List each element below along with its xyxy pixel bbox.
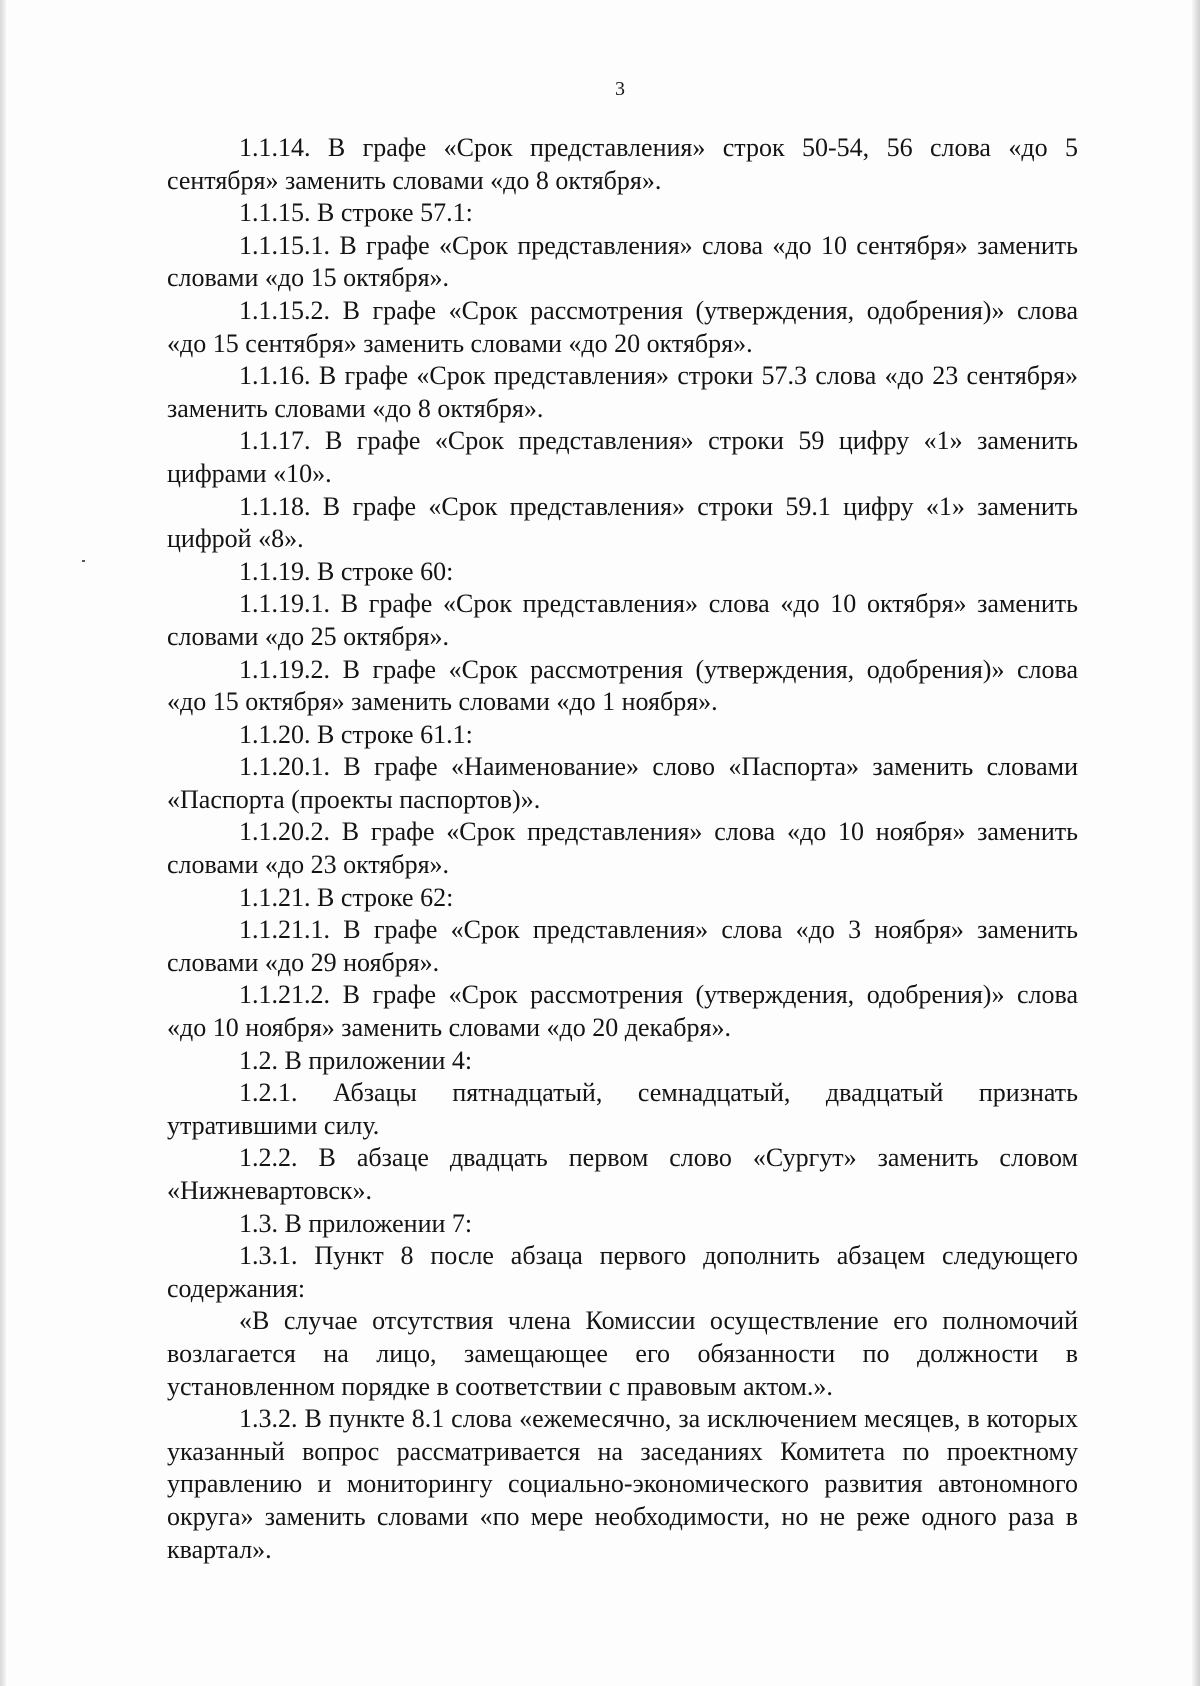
paragraph-1-3-1: 1.3.1. Пункт 8 после абзаца первого дополнить абзацем следующего содержания: bbox=[167, 1241, 1078, 1303]
scan-edge-left bbox=[0, 0, 6, 1686]
document-body bbox=[167, 132, 1078, 1566]
paragraph-1-2-1: 1.2.1. Абзацы пятнадцатый, семнадцатый, двадцатый признать утратившими силу. bbox=[167, 1078, 1078, 1140]
paragraph-1-3: 1.3. В приложении 7: bbox=[239, 1208, 473, 1238]
paragraph-1-1-21: 1.1.21. В строке 62: bbox=[239, 882, 454, 912]
paragraph-1-1-19-2: 1.1.19.2. В графе «Срок рассмотрения (утверждения, одобрения)» слова «до 15 октября» заменить словами «до 1 ноября». bbox=[167, 654, 1078, 717]
paragraph-1-1-15-2: 1.1.15.2. В графе «Срок рассмотрения (утверждения, одобрения)» слова «до 15 сентября» заменить словами «до 20 октября». bbox=[167, 295, 1078, 358]
paragraph-1-1-14: 1.1.14. В графе «Срок представления» строк 50-54, 56 слова «до 5 сентября» заменить словами «до 8 октября». bbox=[167, 133, 1078, 195]
paragraph-1-1-15-1: 1.1.15.1. В графе «Срок представления» слова «до 10 сентября» заменить словами «до 15 октября». bbox=[167, 230, 1078, 293]
paragraph-1-1-16: 1.1.16. В графе «Срок представления» строки 57.3 слова «до 23 сентября» заменить словами «до 8 октября». bbox=[167, 361, 1078, 423]
paragraph-1-1-19-1: 1.1.19.1. В графе «Срок представления» слова «до 10 октября» заменить словами «до 25 октября». bbox=[167, 589, 1078, 651]
paragraph-1-1-20-2: 1.1.20.2. В графе «Срок представления» слова «до 10 ноября» заменить словами «до 23 октября». bbox=[167, 817, 1078, 880]
paragraph-1-1-20-1: 1.1.20.1. В графе «Наименование» слово «Паспорта» заменить словами «Паспорта (проекты паспортов)». bbox=[167, 752, 1078, 814]
paragraph-1-1-18: 1.1.18. В графе «Срок представления» строки 59.1 цифру «1» заменить цифрой «8». bbox=[167, 491, 1078, 554]
scan-speck bbox=[82, 560, 85, 562]
paragraph-1-1-19: 1.1.19. В строке 60: bbox=[239, 556, 454, 586]
paragraph-1-3-2: 1.3.2. В пункте 8.1 слова «ежемесячно, за исключением месяцев, в которых указанный вопрос рассматривается на заседаниях Комитета по проектному управлению и мониторингу социально-экономического развития автономного округа» заменить словами «по мере необходимости, но не реже одного раза в квартал». bbox=[167, 1404, 1078, 1564]
paragraph-1-2: 1.2. В приложении 4: bbox=[239, 1045, 473, 1075]
paragraph-1-2-2: 1.2.2. В абзаце двадцать первом слово «Сургут» заменить словом «Нижневартовск». bbox=[167, 1143, 1078, 1205]
scan-edge-right bbox=[1192, 0, 1200, 1686]
page-number: 3 bbox=[615, 78, 625, 100]
paragraph-1-1-15: 1.1.15. В строке 57.1: bbox=[239, 198, 473, 228]
paragraph-1-1-17: 1.1.17. В графе «Срок представления» строки 59 цифру «1» заменить цифрами «10». bbox=[167, 426, 1078, 488]
paragraph-1-1-20: 1.1.20. В строке 61.1: bbox=[239, 719, 473, 749]
paragraph-1-1-21-1: 1.1.21.1. В графе «Срок представления» слова «до 3 ноября» заменить словами «до 29 ноября». bbox=[167, 915, 1078, 977]
paragraph-1-1-21-2: 1.1.21.2. В графе «Срок рассмотрения (утверждения, одобрения)» слова «до 10 ноября» заменить словами «до 20 декабря». bbox=[167, 980, 1078, 1043]
paragraph-quoted-addition: «В случае отсутствия члена Комиссии осуществление его полномочий возлагается на лицо, замещающее его обязанности по должности в установленном порядке в соответствии с правовым актом.». bbox=[167, 1306, 1078, 1401]
